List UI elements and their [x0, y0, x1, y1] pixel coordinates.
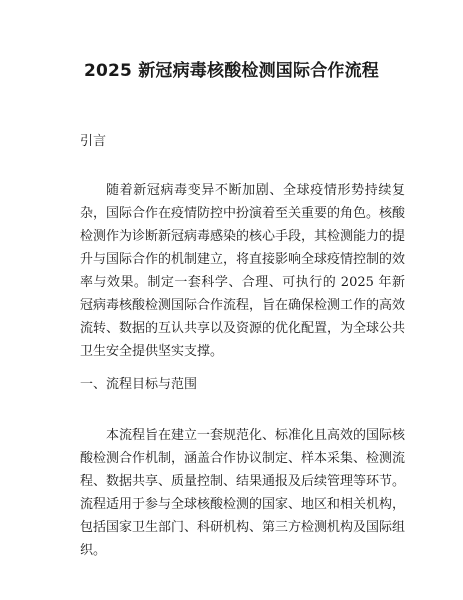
section-heading-intro: 引言 [80, 134, 107, 149]
section-paragraph-intro: 随着新冠病毒变异不断加剧、全球疫情形势持续复杂，国际合作在疫情防控中扮演着至关重要的角色。核酸检测作为诊断新冠病毒感染的核心手段，其检测能力的提升与国际合作的机制建立，将直接影响全球疫情控制的效率与效果。制定一套科学、合理、可执行的 2025 年新冠病毒核酸检测国际合作流程，旨在确保检测工作的高效流转、数据的互认共享以及资源的优化配置，为全球公共卫生安全提供坚实支撑。 [80, 183, 406, 359]
document-title: 2025 新冠病毒核酸检测国际合作流程 [83, 61, 380, 81]
section-paragraph-goals-scope: 本流程旨在建立一套规范化、标准化且高效的国际核酸检测合作机制，涵盖合作协议制定、样本采集、检测流程、数据共享、质量控制、结果通报及后续管理等环节。流程适用于参与全球核酸检测的国家、地区和相关机构，包括国家卫生部门、科研机构、第三方检测机构及国际组织。 [80, 428, 406, 558]
section-heading-goals-scope: 一、流程目标与范围 [80, 377, 198, 392]
